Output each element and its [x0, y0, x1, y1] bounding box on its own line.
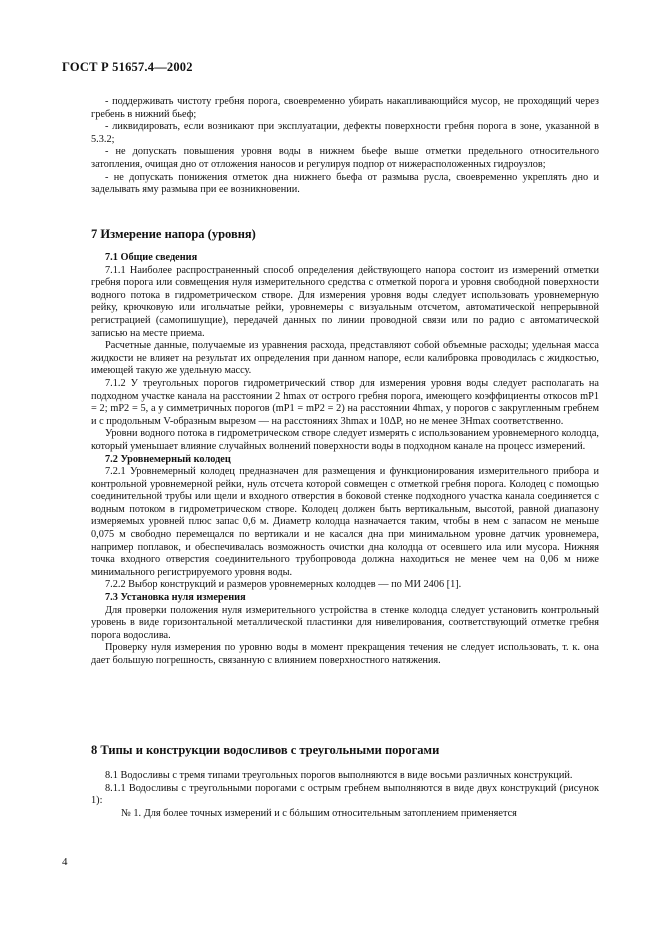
bullet-item: - не допускать повышения уровня воды в нижнем бьефе выше отметки предельного относительного затопления, очищая дно от отложения наносов и регулируя подпор от нижерасположенных гидроузлов;	[91, 146, 599, 170]
bullet-list	[91, 96, 599, 197]
bullet-item: - ликвидировать, если возникают при эксплуатации, дефекты поверхности гребня порога в зоне, указанной в 5.3.2;	[91, 121, 599, 145]
page-number: 4	[62, 856, 68, 868]
paragraph-8-1: 8.1 Водосливы с тремя типами треугольных порогов выполняются в виде восьми различных конструкций.	[105, 770, 573, 781]
document-header: ГОСТ Р 51657.4—2002	[62, 60, 193, 74]
paragraph-7-1-1: 7.1.1 Наиболее распространенный способ определения действующего напора состоит из измерений отметки гребня порога или совмещения нуля измерительного средства с отметкой порога и уровня свободной поверхности водного потока в гидрометрическом створе. Для измерения уровня воды следует использовать уровнемерную рейку, крючковую или игольчатые рейки, уровнемеры с визуальным отсчетом, автоматической непрерывной регистрацией (самопишущие), передачей данных по линии проводной связи или по радио с автоматической записью на месте приема.	[91, 264, 599, 339]
bullet-item: - поддерживать чистоту гребня порога, своевременно убирать накапливающийся мусор, не проходящий через гребень в нижний бьеф;	[91, 96, 599, 120]
bullet-item: - не допускать понижения отметок дна нижнего бьефа от размыва русла, своевременно укреплять дно и заделывать яму размыва при ее возникновении.	[91, 171, 599, 196]
paragraph-8-1-1: 8.1.1 Водосливы с треугольными порогами с острым гребнем выполняются в виде двух конструкций (рисунок 1):	[91, 782, 599, 807]
paragraph-7-1-2: 7.1.2 У треугольных порогов гидрометрический створ для измерения уровня воды следует располагать на подходном участке канала на расстоянии 2 hmax от острого гребня порога, имеющего коэффициенты откосов mP1 = 2; mP2 = 5, а у симметричных порогов (mP1 = mP2 = 2) на расстоянии 4hmax, у порогов с закругленным гребнем и с продольным V-образным вырезом — на расстояниях 3hmax и 10ΔP, но не менее 3Hmax соответственно.	[91, 377, 599, 427]
section-7-body	[91, 252, 599, 668]
paragraph-7-1-1-b: Расчетные данные, получаемые из уравнения расхода, представляют собой объемные расходы; удельная масса жидкости не влияет на результат их определения при данном напоре, если калибровка проводилась с жидкостью, имеющей такую же удельную массу.	[91, 340, 599, 377]
section-8-body	[91, 770, 599, 820]
paragraph-7-2-2: 7.2.2 Выбор конструкций и размеров уровнемерных колодцев — по МИ 2406 [1].	[105, 579, 462, 591]
subsection-7-2-heading: 7.2 Уровнемерный колодец	[105, 453, 231, 465]
paragraph-7-3-b: Проверку нуля измерения по уровню воды в момент прекращения течения не следует использовать, т. к. она дает большую погрешность, связанную с влиянием поверхностного натяжения.	[91, 642, 599, 666]
section-7-heading: 7 Измерение напора (уровня)	[91, 227, 256, 241]
section-8-heading: 8 Типы и конструкции водосливов с треугольными порогами	[91, 743, 440, 757]
paragraph-7-2-1: 7.2.1 Уровнемерный колодец предназначен для размещения и функционирования измерительного прибора и контрольной уровнемерной рейки, нуль отсчета которой совмещен с отметкой гребня порога. Колодец с помощью соединительной трубы или щели и входного отверстия в боковой стенке подходного участка канала соединяется с водным потоком в гидрометрическом створе. Колодец должен быть вертикальным, высотой, равной диапазону измеряемых уровней плюс запас 0,6 м. Диаметр колодца назначается таким, чтобы в нем с запасом не меньше 0,075 м свободно перемещался по вертикали и не касался дна при минимальном уровне датчик уровнемера, например поплавок, и обеспечивалась возможность очистки дна колодца от осевшего ила или мусора. Нижняя точка входного отверстия соединительного трубопровода должна находиться не менее чем на 0,06 м ниже минимального регистрируемого уровня воды.	[91, 466, 599, 578]
paragraph-n1: № 1. Для более точных измерений и с бóльшим относительным затоплением применяется	[121, 807, 517, 819]
paragraph-7-3-a: Для проверки положения нуля измерительного устройства в стенке колодца следует установить контрольный уровень в виде горизонтальной металлической пластинки для нивелирования, соответствующий отметке гребня порога водослива.	[91, 604, 599, 641]
subsection-7-1-heading: 7.1 Общие сведения	[105, 252, 198, 263]
paragraph-7-1-2-b: Уровни водного потока в гидрометрическом створе следует измерять с использованием уровнемерного колодца, который уменьшает влияние случайных волнений поверхности воды в подходном канале на процесс измерений.	[91, 428, 599, 452]
subsection-7-3-heading: 7.3 Установка нуля измерения	[105, 592, 246, 604]
